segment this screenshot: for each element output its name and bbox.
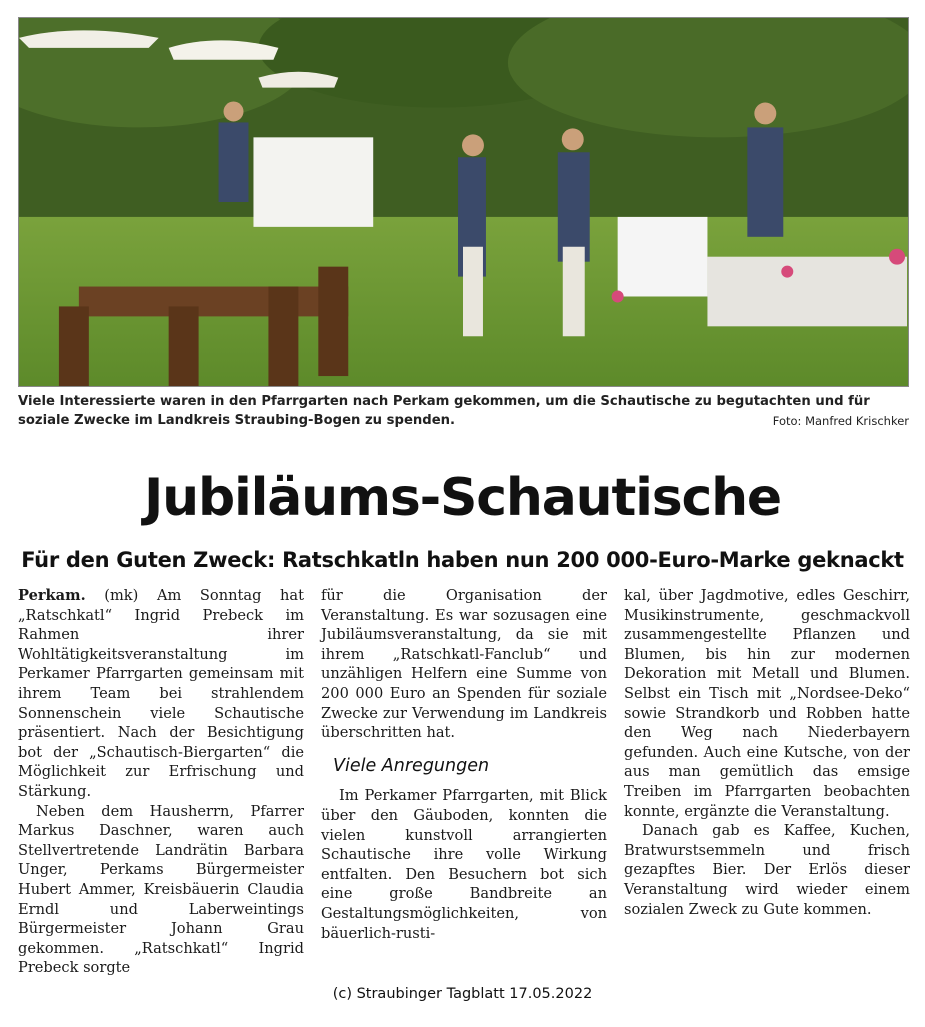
paragraph-1 bbox=[18, 586, 304, 802]
column-2 bbox=[321, 586, 607, 943]
column-1 bbox=[18, 586, 304, 978]
paragraph-2-continued: für die Organisation der Veranstaltung. Es war sozusagen eine Jubiläumsveranstaltung, da sie mit ihrem „Ratschkatl-Fanclub“ und unzähligen Helfern eine Summe von 200 000 Euro an Spenden für soziale Zwecke zur Verwendung im Landkreis überschritten hat. bbox=[321, 587, 607, 742]
paragraph-3: Im Perkamer Pfarrgarten, mit Blick über den Gäuboden, konnten die vielen kunstvoll arrangierten Schautische ihre volle Wirkung entfalten. Den Besuchern bot sich eine große Bandbreite an Gestaltungsmöglichkeiten, von bäuerlich-rusti- bbox=[321, 787, 607, 942]
dateline: Perkam. bbox=[18, 587, 86, 604]
article-subheadline: Für den Guten Zweck: Ratschkatln haben nun 200 000-Euro-Marke geknackt bbox=[21, 548, 904, 572]
article-photo bbox=[18, 17, 909, 387]
photo-credit: Foto: Manfred Krischker bbox=[772, 414, 909, 428]
paragraph-3-continued: kal, über Jagdmotive, edles Geschirr, Musikinstrumente, geschmackvoll zusammengestellte Pflanzen und Blumen, bis hin zur modernen Dekoration mit Metall und Blumen. Selbst ein Tisch mit „Nordsee-Deko“ sowie Strandkorb und Robben hatte den Weg nach Niederbayern gefunden. Auch eine Kutsche, von der aus man gemütlich das emsige Treiben im Pfarrgarten beobachten konnte, ergänzte die Veranstaltung. bbox=[624, 587, 910, 820]
section-heading: Viele Anregungen bbox=[333, 755, 490, 776]
paragraph-4: Danach gab es Kaffee, Kuchen, Bratwurstsemmeln und frisch gezapftes Bier. Der Erlös dieser Veranstaltung wird wieder einem sozialen Zweck zu Gute kommen. bbox=[624, 822, 910, 918]
column-3 bbox=[624, 586, 910, 919]
article-body bbox=[18, 586, 910, 977]
paragraph-2: Neben dem Hausherrn, Pfarrer Markus Daschner, waren auch Stellvertretende Landrätin Barbara Unger, Perkams Bürgermeister Hubert Ammer, Kreisbäuerin Claudia Erndl und Laberweintings Bürgermeister Johann Grau gekommen. „Ratschkatl“ Ingrid Prebeck sorgte bbox=[18, 802, 304, 977]
paragraph-1-text: (mk) Am Sonntag hat „Ratschkatl“ Ingrid Prebeck im Rahmen ihrer Wohltätigkeitsveranstaltung im Perkamer Pfarrgarten gemeinsam mit ihrem Team bei strahlendem Sonnenschein viele Schautische präsentiert. Nach der Besichtigung bot der „Schautisch-Biergarten“ die Möglichkeit zur Erfrischung und Stärkung. bbox=[18, 587, 304, 800]
copyright-footer: (c) Straubinger Tagblatt 17.05.2022 bbox=[332, 986, 593, 1002]
photo-caption: Viele Interessierte waren in den Pfarrgarten nach Perkam gekommen, um die Schautische zu begutachten und für soziale Zwecke im Landkreis Straubing-Bogen zu spenden. bbox=[18, 394, 870, 428]
garden-scene-image bbox=[19, 18, 908, 386]
article-headline: Jubiläums-Schautische bbox=[143, 468, 781, 528]
